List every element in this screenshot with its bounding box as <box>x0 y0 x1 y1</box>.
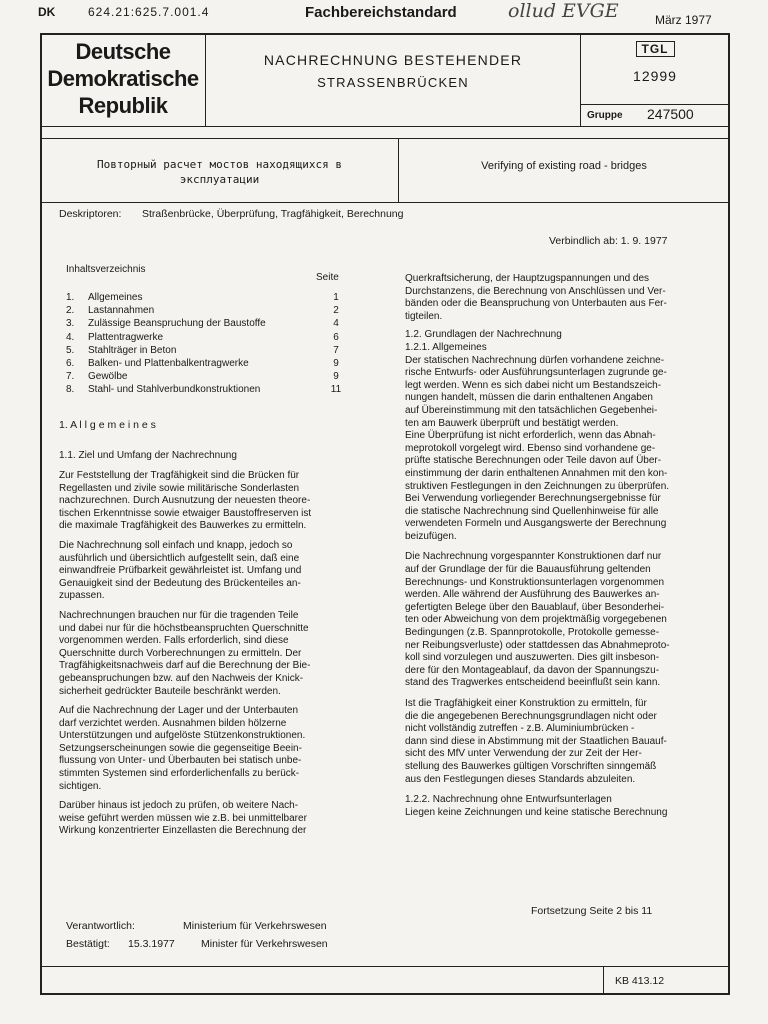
translation-bottom-line <box>41 202 729 203</box>
document-title <box>206 52 580 90</box>
paragraph <box>405 807 725 820</box>
toc-item <box>66 332 366 345</box>
text-line: vorgenommen werden. Falls erforderlich, sind diese <box>59 635 289 647</box>
text-line: ten oder Abweichung von dem projektmäßig vorgegebenen <box>405 614 667 626</box>
paragraph <box>405 551 725 690</box>
title-line-1: NACHRECHNUNG BESTEHENDER <box>263 52 523 68</box>
text-line: stimmten Systemen sind erforderlichenfalls zu berück- <box>59 768 300 780</box>
paragraph <box>59 470 384 533</box>
left-column-text <box>59 470 384 845</box>
toc-item <box>66 292 366 305</box>
deskriptoren-label: Deskriptoren: <box>59 208 122 220</box>
bestaetigt-date: 15.3.1977 <box>128 938 175 950</box>
russian-title <box>41 157 398 187</box>
text-line: rische Entwurfs- oder Ausführungsunterlagen zugrunde ge- <box>405 367 667 379</box>
text-line: sicht des MfV unter Verwendung der zur Zeit der Her- <box>405 748 642 760</box>
paragraph <box>405 273 725 323</box>
tgl-block <box>581 40 729 84</box>
text-line: Tragfähigkeitsnachweis darf auf die Berechnung der Bie- <box>59 660 311 672</box>
text-line: nicht vollständig zutreffen - z.B. Aluminiumbrücken - <box>405 723 635 735</box>
text-line: tischen Erkenntnisse sowie etwaiger Baustoffreserven ist <box>59 507 312 519</box>
toc-list <box>66 292 366 398</box>
text-line: tigteilen. <box>405 310 443 322</box>
text-line: ausführlich und übersichtlich aufgestellt sein, daß eine <box>59 552 300 564</box>
toc-item-page: 2 <box>333 305 339 317</box>
text-line: Darüber hinaus ist jedoch zu prüfen, ob weitere Nach- <box>59 800 299 812</box>
text-line: verwendeten Formeln und Ausgangswerte der Berechnung <box>405 518 667 530</box>
text-line: einstimmung der darin enthaltenen Annahmen mit den kon- <box>405 467 668 479</box>
text-line: Unterstützungen und aufgelöste Stützenkonstruktionen. <box>59 730 306 742</box>
text-line: sicherheit gedrückter Bauteile beschränkt werden. <box>59 685 281 697</box>
text-line: legt werden. Wenn es sich dabei nicht um Bestandszeich- <box>405 379 662 391</box>
heading-1-2-2: 1.2.2. Nachrechnung ohne Entwurfsunterlagen <box>405 794 612 806</box>
text-line: sichtigen. <box>59 780 102 792</box>
toc-item-text: Plattentragwerke <box>88 331 164 343</box>
text-line: die maximale Tragfähigkeit des Bauwerkes zu ermitteln. <box>59 520 307 532</box>
verbindlich-date: Verbindlich ab: 1. 9. 1977 <box>549 235 668 247</box>
toc-item <box>66 345 366 358</box>
text-line: prüfte statische Berechnungen oder Teile davon auf Über- <box>405 455 662 467</box>
toc-item <box>66 384 366 397</box>
tgl-number: 12999 <box>633 68 677 84</box>
text-line: darf verzichtet werden. Ausnahmen bilden hölzerne <box>59 717 287 729</box>
text-line: Zur Feststellung der Tragfähigkeit sind die Brücken für <box>59 470 300 481</box>
toc-item-number: 6. <box>66 357 75 369</box>
toc-item <box>66 358 366 371</box>
title-line-2: STRASSENBRÜCKEN <box>317 75 469 90</box>
text-line: Bedingungen (z.B. Spannprotokolle, Protokolle gemesse- <box>405 627 660 639</box>
text-line: dere für den Montageablauf, da davon der Spannungszu- <box>405 664 660 676</box>
text-line: Querkraftsicherung, der Hauptzugspannungen und des <box>405 273 650 284</box>
text-line: Auf die Nachrechnung der Lager und der Unterbauten <box>59 705 299 717</box>
header-date: März 1977 <box>655 13 712 27</box>
text-line: Wirkung konzentrierter Einzellasten die Berechnung der <box>59 825 307 837</box>
handwritten-annotation: ollud EVGE <box>508 0 619 22</box>
heading-1-2: 1.2. Grundlagen der Nachrechnung <box>405 329 562 341</box>
text-line: gebeanspruchungen bzw. auf den Nachweis der Knick- <box>59 672 304 684</box>
text-line: Bei Verwendung vorliegender Berechnungsergebnisse für <box>405 493 661 505</box>
toc-item-number: 3. <box>66 318 75 330</box>
verantwortlich-value: Ministerium für Verkehrswesen <box>183 920 327 932</box>
country-line-1: Deutsche <box>75 39 171 64</box>
text-line: bänden oder die Beanspruchung von Unterbauten aus Fer- <box>405 298 667 310</box>
toc-item-page: 9 <box>333 357 339 369</box>
text-line: die die angegebenen Berechnungsgrundlagen nicht oder <box>405 710 657 722</box>
toc-item-number: 2. <box>66 305 75 317</box>
toc-item-page: 11 <box>330 384 342 396</box>
paragraph <box>59 705 384 793</box>
fortsetzung: Fortsetzung Seite 2 bis 11 <box>531 905 653 917</box>
toc-item-text: Zulässige Beanspruchung der Baustoffe <box>88 318 266 330</box>
text-line: auf Übereinstimmung mit den tatsächlichen Gegebenhei- <box>405 404 658 416</box>
text-line: Eine Überprüfung ist nicht erforderlich, wenn das Abnah- <box>405 430 656 442</box>
text-line: koll sind vorzulegen und auszuwerten. Dies gilt insbeson- <box>405 652 660 664</box>
text-line: und dabei nur für die höchstbeanspruchten Querschnitte <box>59 622 309 634</box>
text-line: Liegen keine Zeichnungen und keine statische Berechnung <box>405 806 668 818</box>
text-line: Nachrechnungen brauchen nur für die tragenden Teile <box>59 609 299 621</box>
toc-item-text: Allgemeines <box>88 292 143 303</box>
country-line-3: Republik <box>78 93 168 118</box>
paragraph <box>405 355 725 544</box>
text-line: Berechnungs- und Konstruktionsunterlagen vorgenommen <box>405 576 665 588</box>
toc-item-text: Stahl- und Stahlverbundkonstruktionen <box>88 384 261 396</box>
gruppe-label: Gruppe <box>587 110 623 121</box>
toc-item-page: 9 <box>333 371 339 383</box>
russian-title-line-1: Повторный расчет мостов находящихся в <box>96 158 343 171</box>
text-line: Genauigkeit sind der Bedeutung des Brückenteiles an- <box>59 577 301 589</box>
toc-item <box>66 305 366 318</box>
toc-item-page: 4 <box>333 318 339 330</box>
text-line: zupassen. <box>59 590 105 602</box>
toc-item-text: Stahlträger in Beton <box>88 344 177 356</box>
country-name <box>41 38 205 119</box>
toc-item-text: Lastannahmen <box>88 305 155 317</box>
toc-item-number: 1. <box>66 292 75 303</box>
text-line: auf der Grundlage der für die Bauausführung geltenden <box>405 564 651 576</box>
toc-item-number: 7. <box>66 371 75 383</box>
toc-heading: Inhaltsverzeichnis <box>66 264 146 275</box>
text-line: meprotokoll vorgelegt wird. Ebenso sind vorhandene ge- <box>405 442 656 454</box>
text-line: struktiven Festlegungen in den Zeichnungen zu überprüfen. <box>405 480 670 492</box>
deskriptoren-value: Straßenbrücke, Überprüfung, Tragfähigkeit, Berechnung <box>142 208 404 220</box>
text-line: werden. Alle während der Ausführung des Bauwerkes an- <box>405 589 660 601</box>
toc-item-number: 4. <box>66 331 75 343</box>
right-column-text <box>405 273 725 819</box>
paragraph <box>405 698 725 786</box>
text-line: Der statischen Nachrechnung dürfen vorhandene zeichne- <box>405 354 665 366</box>
table-of-contents <box>66 264 366 398</box>
text-line: aus den Festlegungen dieses Standards abzuleiten. <box>405 773 636 785</box>
text-line: weise geführt werden müssen wie z.B. bei unmittelbarer <box>59 812 307 824</box>
text-line: flussung von Unter- und Überbauten bei statisch unbe- <box>59 755 302 767</box>
toc-item-page: 7 <box>333 344 339 356</box>
toc-item-page: 6 <box>333 331 339 343</box>
toc-item <box>66 318 366 331</box>
text-line: stellung des Bauwerkes gültigen Vorschriften sinngemäß <box>405 760 657 772</box>
kb-divider <box>603 966 604 994</box>
text-line: gefertigten Belege über den Bauablauf, über Besonderhei- <box>405 601 665 613</box>
country-line-2: Demokratische <box>47 66 199 91</box>
gruppe-value: 247500 <box>647 106 694 122</box>
bestaetigt-label: Bestätigt: <box>66 938 110 950</box>
kb-number: KB 413.12 <box>615 975 665 987</box>
heading-1-2-1: 1.2.1. Allgemeines <box>405 341 487 353</box>
text-line: Querschnitte durch Vorberechnungen zu ermitteln. Der <box>59 647 302 659</box>
text-line: Setzungserscheinungen sowie die gegenseitige Beein- <box>59 742 302 754</box>
text-line: Die Nachrechnung vorgespannter Konstruktionen darf nur <box>405 551 662 563</box>
text-line: ten am Bauwerk überprüft und bestätigt werden. <box>405 417 619 429</box>
text-line: dann sind diese in Abstimmung mit der Staatlichen Bauauf- <box>405 735 667 747</box>
text-line: einwandfreie Prüfbarkeit gewährleistet ist. Umfang und <box>59 565 302 577</box>
paragraph <box>59 540 384 603</box>
section-heading-allgemeines: 1. A l l g e m e i n e s <box>59 419 156 431</box>
verantwortlich-label: Verantwortlich: <box>66 920 135 932</box>
text-line: Durchstanzens, die Berechnung von Anschlüssen und Ver- <box>405 285 666 297</box>
toc-item-number: 8. <box>66 384 75 396</box>
toc-page-heading: Seite <box>316 272 339 283</box>
text-line: Ist die Tragfähigkeit einer Konstruktion zu ermitteln, für <box>405 698 647 709</box>
footer-divider <box>41 966 729 967</box>
gruppe-divider <box>580 104 729 105</box>
translation-top-line <box>41 138 729 139</box>
tgl-logo: TGL <box>636 41 675 57</box>
text-line: Regellasten und zivile sowie militärische Sonderlasten <box>59 482 300 494</box>
paragraph <box>59 610 384 698</box>
toc-item-page: 1 <box>333 292 339 303</box>
toc-item-number: 5. <box>66 344 75 356</box>
paragraph <box>59 800 384 838</box>
text-line: ner Reibungsverluste) oder stattdessen das Abnahmeproto- <box>405 639 670 651</box>
dk-number: 624.21:625.7.001.4 <box>88 5 210 19</box>
text-line: Die Nachrechnung soll einfach und knapp, jedoch so <box>59 539 293 551</box>
dk-label: DK <box>38 5 56 19</box>
masthead-bottom-line <box>41 126 729 127</box>
subheading-1-1: 1.1. Ziel und Umfang der Nachrechnung <box>59 450 237 461</box>
text-line: die statische Nachrechnung sind Quellenhinweise für alle <box>405 505 659 517</box>
text-line: nachzurechnen. Durch Ausnutzung der neuesten theore- <box>59 495 311 507</box>
bestaetigt-value: Minister für Verkehrswesen <box>201 938 328 950</box>
toc-item <box>66 371 366 384</box>
standard-type: Fachbereichstandard <box>305 4 457 21</box>
toc-item-text: Balken- und Plattenbalkentragwerke <box>88 357 249 369</box>
english-title: Verifying of existing road - bridges <box>481 160 647 172</box>
russian-title-line-2: эксплуатации <box>179 173 260 186</box>
text-line: nungen handelt, müssen die darin enthaltenen Angaben <box>405 392 653 404</box>
text-line: stand des Tragwerkes entscheidend beeinflußt sein kann. <box>405 677 661 689</box>
toc-item-text: Gewölbe <box>88 371 128 383</box>
text-line: beizufügen. <box>405 530 457 542</box>
